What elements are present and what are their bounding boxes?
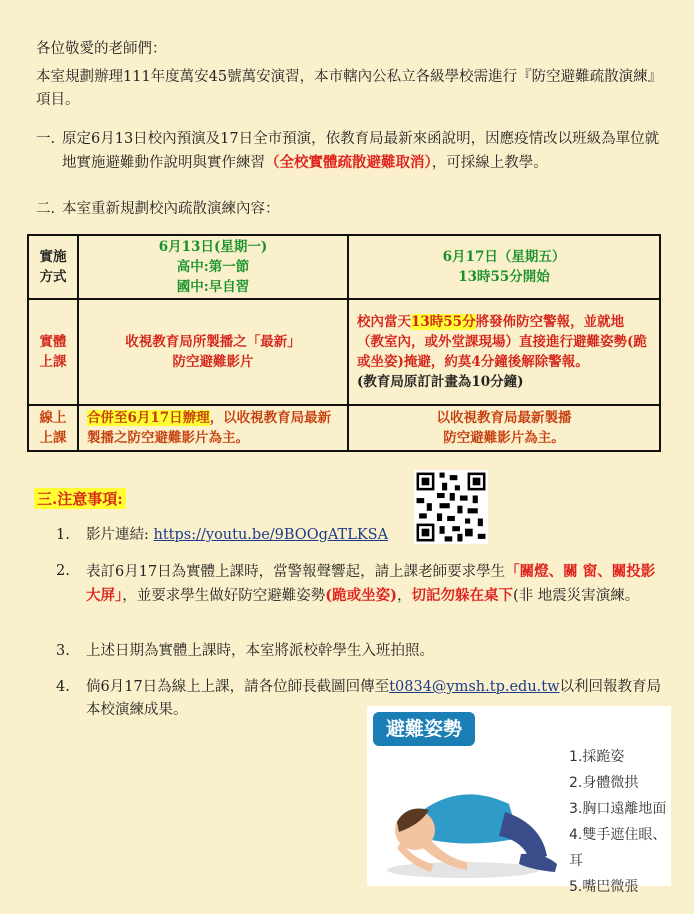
table-row bbox=[28, 405, 660, 451]
list-item: 2.身體微拱 bbox=[569, 775, 639, 791]
intro-paragraph: 本室規劃辦理111年度萬安45號萬安演習，本市轄內公私立各級學校需進行『防空避難疏散演練』項目。 bbox=[36, 69, 663, 108]
video-link-label: 影片連結: bbox=[86, 527, 149, 543]
cell-june17: 6月17日（星期五） 13時55分開始 bbox=[348, 235, 660, 299]
cancel-notice: （全校實體疏散避難取消） bbox=[265, 154, 432, 171]
list-item: 3.胸口遠離地面 bbox=[569, 801, 667, 817]
table-row bbox=[28, 299, 660, 405]
shelter-posture-poster bbox=[367, 706, 671, 895]
section-1 bbox=[36, 128, 666, 175]
note-item-3: 3. 上述日期為實體上課時，本室將派校幹學生入班拍照。 bbox=[56, 643, 434, 659]
section-1-text: 原定6月13日校內預演及17日全市預演，依教育局最新來函說明，因應疫情改以班級為單位就地實施避難動作說明與實作練習 bbox=[62, 131, 660, 171]
cell-online-june17: 以收視教育局最新製播 防空避難影片為主。 bbox=[348, 405, 660, 451]
row-header-method: 實施方式 bbox=[28, 235, 78, 299]
list-item: 1.採跪姿 bbox=[569, 749, 625, 765]
posture-steps bbox=[569, 744, 671, 900]
cell-in-person-june17: 校內當天13時55分將發佈防空警報，並就地 （教室內，或外堂課現場）直接進行避難姿勢(跪或坐姿)掩避，約莫4分鐘後解除警報。 (教育局原訂計畫為10分鐘) bbox=[348, 299, 660, 405]
video-link[interactable]: https://youtu.be/9BOOgATLKSA bbox=[153, 527, 389, 543]
list-item: 4.雙手遮住眼、耳 bbox=[569, 827, 667, 869]
section-1-prefix: 一. bbox=[36, 131, 56, 147]
section-2-text: 本室重新規劃校內疏散演練內容： bbox=[62, 201, 280, 217]
cell-june13: 6月13日(星期一) 高中:第一節 國中:早自習 bbox=[78, 235, 348, 299]
notes-title: 三.注意事項: bbox=[34, 488, 126, 509]
note-item-4: 4. 倘6月17日為線上上課，請各位師長截圖回傳至t0834@ymsh.tp.edu.tw以利回報教育局本校演練成果。 bbox=[56, 679, 662, 718]
row-header-in-person: 實體上課 bbox=[28, 299, 78, 405]
note-item-2: 2. 表訂6月17日為實體上課時，當警報聲響起，請上課老師要求學生「關燈、關 窗、關投影大屏」，並要求學生做好防空避難姿勢(跪或坐姿)，切記勿躲在桌下(非 地震災害演練。 bbox=[56, 563, 656, 604]
note-item-1: 1. 影片連結: https://youtu.be/9BOOgATLKSA bbox=[56, 527, 389, 543]
list-item: 5.嘴巴微張 bbox=[569, 879, 639, 895]
section-2 bbox=[36, 198, 666, 221]
cell-in-person-june13: 收視教育局所製播之「最新」 防空避難影片 bbox=[78, 299, 348, 405]
drill-schedule-table bbox=[27, 234, 661, 452]
greeting: 各位敬愛的老師們： bbox=[36, 41, 167, 57]
crouching-figure-icon bbox=[371, 746, 571, 886]
section-1-text-end: ，可採線上教學。 bbox=[431, 155, 548, 171]
row-header-online: 線上上課 bbox=[28, 405, 78, 451]
section-2-prefix: 二. bbox=[36, 201, 56, 217]
email-link[interactable]: t0834@ymsh.tp.edu.tw bbox=[389, 679, 560, 695]
poster-title: 避難姿勢 bbox=[373, 712, 475, 746]
cell-online-june13: 合併至6月17日辦理，以收視教育局最新製播之防空避難影片為主。 bbox=[78, 405, 348, 451]
table-row bbox=[28, 235, 660, 299]
